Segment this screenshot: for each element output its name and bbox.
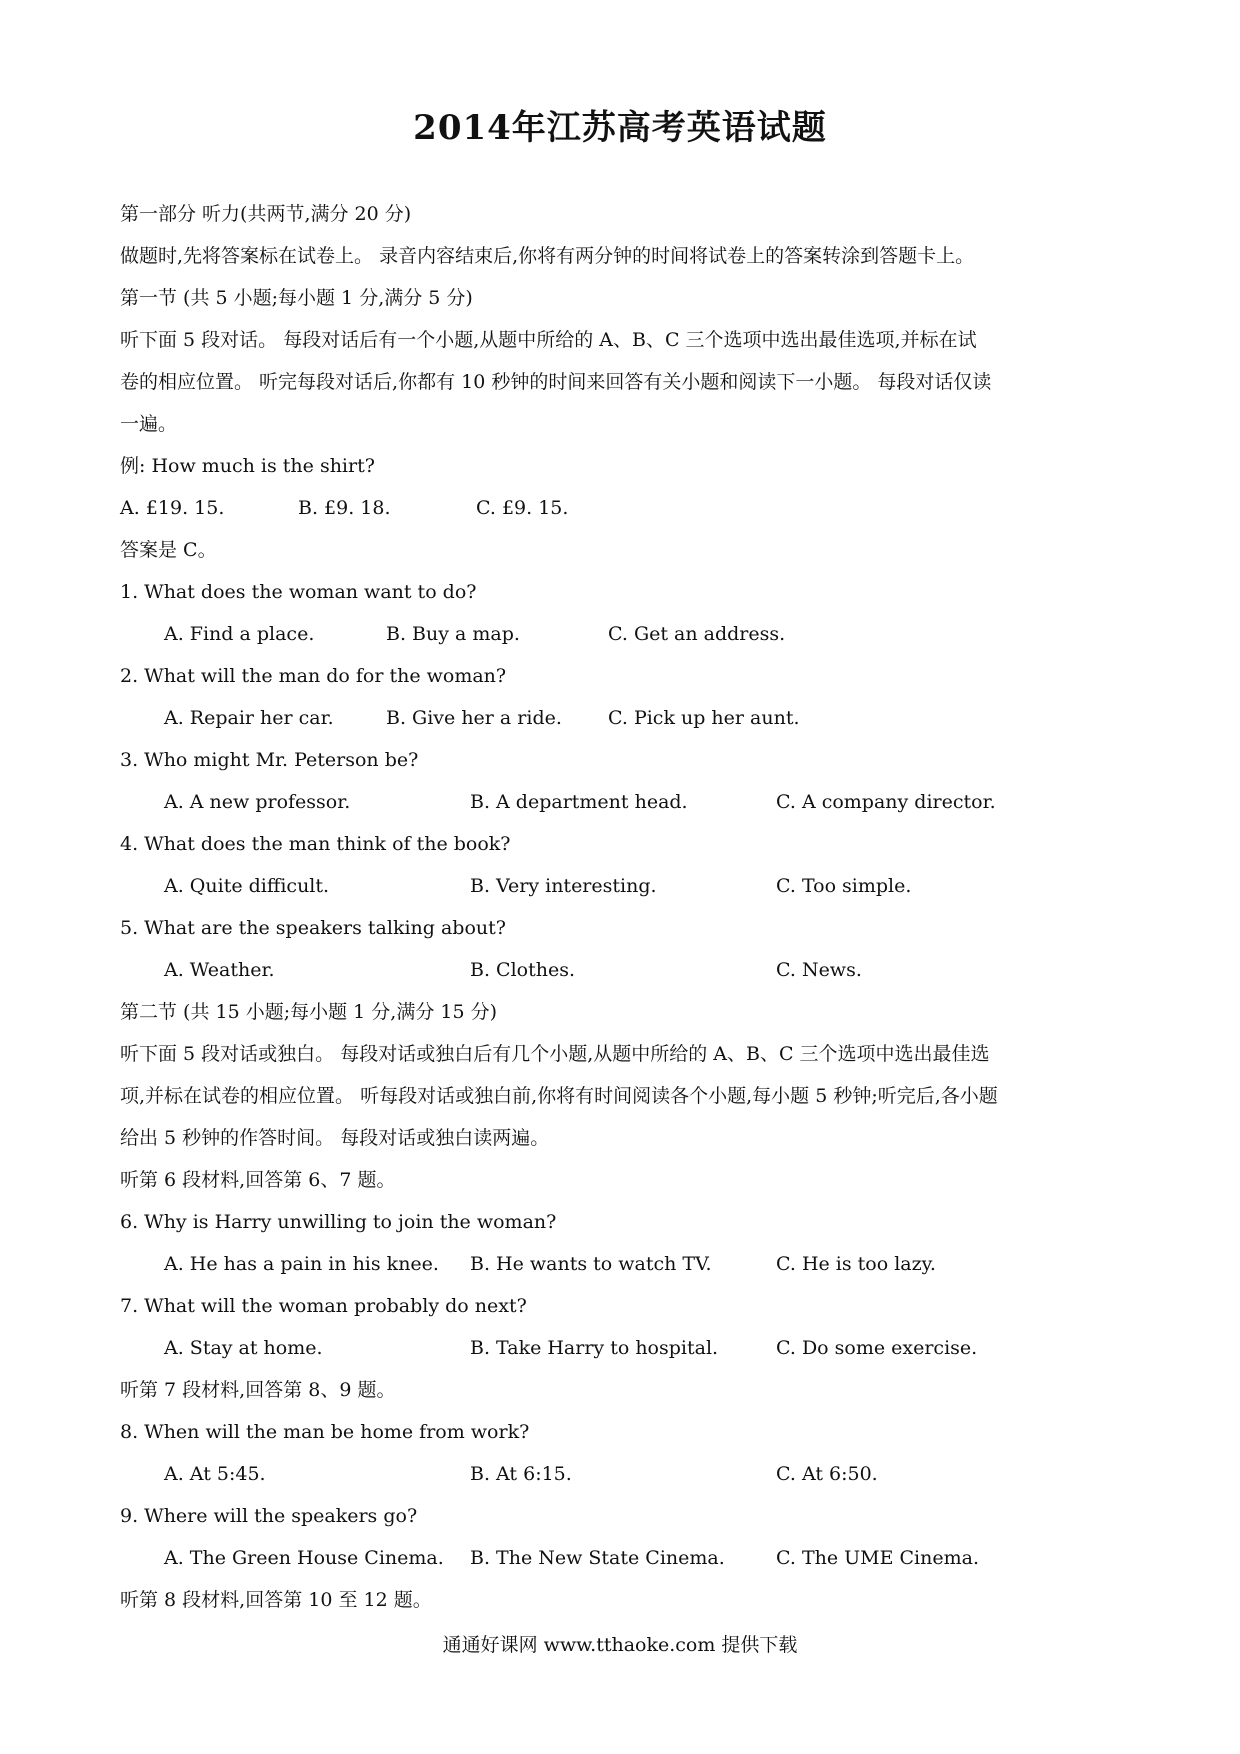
option-a: A. Weather. (164, 959, 275, 981)
question-9: 9. Where will the speakers go? (120, 1505, 418, 1527)
question-7-options (120, 1327, 1130, 1369)
question-7: 7. What will the woman probably do next? (120, 1295, 527, 1317)
question-5-options (120, 949, 1130, 991)
question-1: 1. What does the woman want to do? (120, 581, 477, 603)
section1-instruction-line1: 听下面 5 段对话。 每段对话后有一个小题,从题中所给的 A、B、C 三个选项中选出最佳选项,并标在试 (120, 329, 977, 351)
question-4: 4. What does the man think of the book? (120, 833, 511, 855)
footer-source: 通通好课网 www.tthaoke.com 提供下载 (442, 1634, 798, 1656)
question-6-options (120, 1243, 1130, 1285)
question-9-options (120, 1537, 1130, 1579)
option-b: B. Clothes. (470, 959, 576, 981)
option-c: C. Do some exercise. (776, 1337, 978, 1359)
part1-header: 第一部分 听力(共两节,满分 20 分) (120, 203, 412, 225)
question-8: 8. When will the man be home from work? (120, 1421, 530, 1443)
option-c: C. He is too lazy. (776, 1253, 936, 1275)
option-c: C. News. (776, 959, 862, 981)
section2-instruction-line2: 项,并标在试卷的相应位置。 听每段对话或独白前,你将有时间阅读各个小题,每小题 5 秒钟;听完后,各小题 (120, 1085, 998, 1107)
question-6: 6. Why is Harry unwilling to join the woman? (120, 1211, 557, 1233)
material-6-header: 听第 6 段材料,回答第 6、7 题。 (120, 1169, 396, 1191)
option-c: C. At 6:50. (776, 1463, 878, 1485)
option-b: B. Very interesting. (470, 875, 657, 897)
option-b: B. At 6:15. (470, 1463, 572, 1485)
section2-instruction-line1: 听下面 5 段对话或独白。 每段对话或独白后有几个小题,从题中所给的 A、B、C 三个选项中选出最佳选 (120, 1043, 990, 1065)
option-b: B. Take Harry to hospital. (470, 1337, 719, 1359)
material-7-header: 听第 7 段材料,回答第 8、9 题。 (120, 1379, 396, 1401)
option-a: A. Repair her car. (164, 707, 334, 729)
question-5: 5. What are the speakers talking about? (120, 917, 506, 939)
option-c: C. Too simple. (776, 875, 912, 897)
exam-body (120, 193, 1130, 1621)
example-question: 例: How much is the shirt? (120, 455, 375, 477)
option-a: A. Find a place. (164, 623, 315, 645)
option-c: C. A company director. (776, 791, 996, 813)
option-c: C. The UME Cinema. (776, 1547, 979, 1569)
example-options (120, 487, 1130, 529)
question-2-options (120, 697, 1130, 739)
part1-instruction: 做题时,先将答案标在试卷上。 录音内容结束后,你将有两分钟的时间将试卷上的答案转涂到答题卡上。 (120, 245, 975, 267)
option-c: C. Get an address. (608, 623, 786, 645)
option-a: A. At 5:45. (164, 1463, 266, 1485)
page-title: 2014年江苏高考英语试题 (413, 108, 827, 148)
option-a: A. He has a pain in his knee. (164, 1253, 439, 1275)
option-b: B. Give her a ride. (386, 707, 562, 729)
option-c: C. Pick up her aunt. (608, 707, 800, 729)
example-option-a: A. £19. 15. (120, 497, 225, 519)
option-b: B. Buy a map. (386, 623, 520, 645)
section1-instruction-line3: 一遍。 (120, 413, 178, 435)
question-1-options (120, 613, 1130, 655)
example-option-b: B. £9. 18. (298, 497, 391, 519)
question-2: 2. What will the man do for the woman? (120, 665, 507, 687)
section1-header: 第一节 (共 5 小题;每小题 1 分,满分 5 分) (120, 287, 473, 309)
section2-header: 第二节 (共 15 小题;每小题 1 分,满分 15 分) (120, 1001, 497, 1023)
question-3-options (120, 781, 1130, 823)
material-8-header: 听第 8 段材料,回答第 10 至 12 题。 (120, 1589, 432, 1611)
section2-instruction-line3: 给出 5 秒钟的作答时间。 每段对话或独白读两遍。 (120, 1127, 550, 1149)
question-8-options (120, 1453, 1130, 1495)
option-a: A. The Green House Cinema. (164, 1547, 444, 1569)
question-3: 3. Who might Mr. Peterson be? (120, 749, 419, 771)
question-4-options (120, 865, 1130, 907)
option-b: B. The New State Cinema. (470, 1547, 725, 1569)
example-option-c: C. £9. 15. (476, 497, 569, 519)
option-b: B. He wants to watch TV. (470, 1253, 712, 1275)
option-a: A. A new professor. (164, 791, 351, 813)
section1-instruction-line2: 卷的相应位置。 听完每段对话后,你都有 10 秒钟的时间来回答有关小题和阅读下一小题。 每段对话仅读 (120, 371, 992, 393)
example-answer: 答案是 C。 (120, 539, 217, 561)
option-b: B. A department head. (470, 791, 688, 813)
option-a: A. Quite difficult. (164, 875, 330, 897)
option-a: A. Stay at home. (164, 1337, 323, 1359)
